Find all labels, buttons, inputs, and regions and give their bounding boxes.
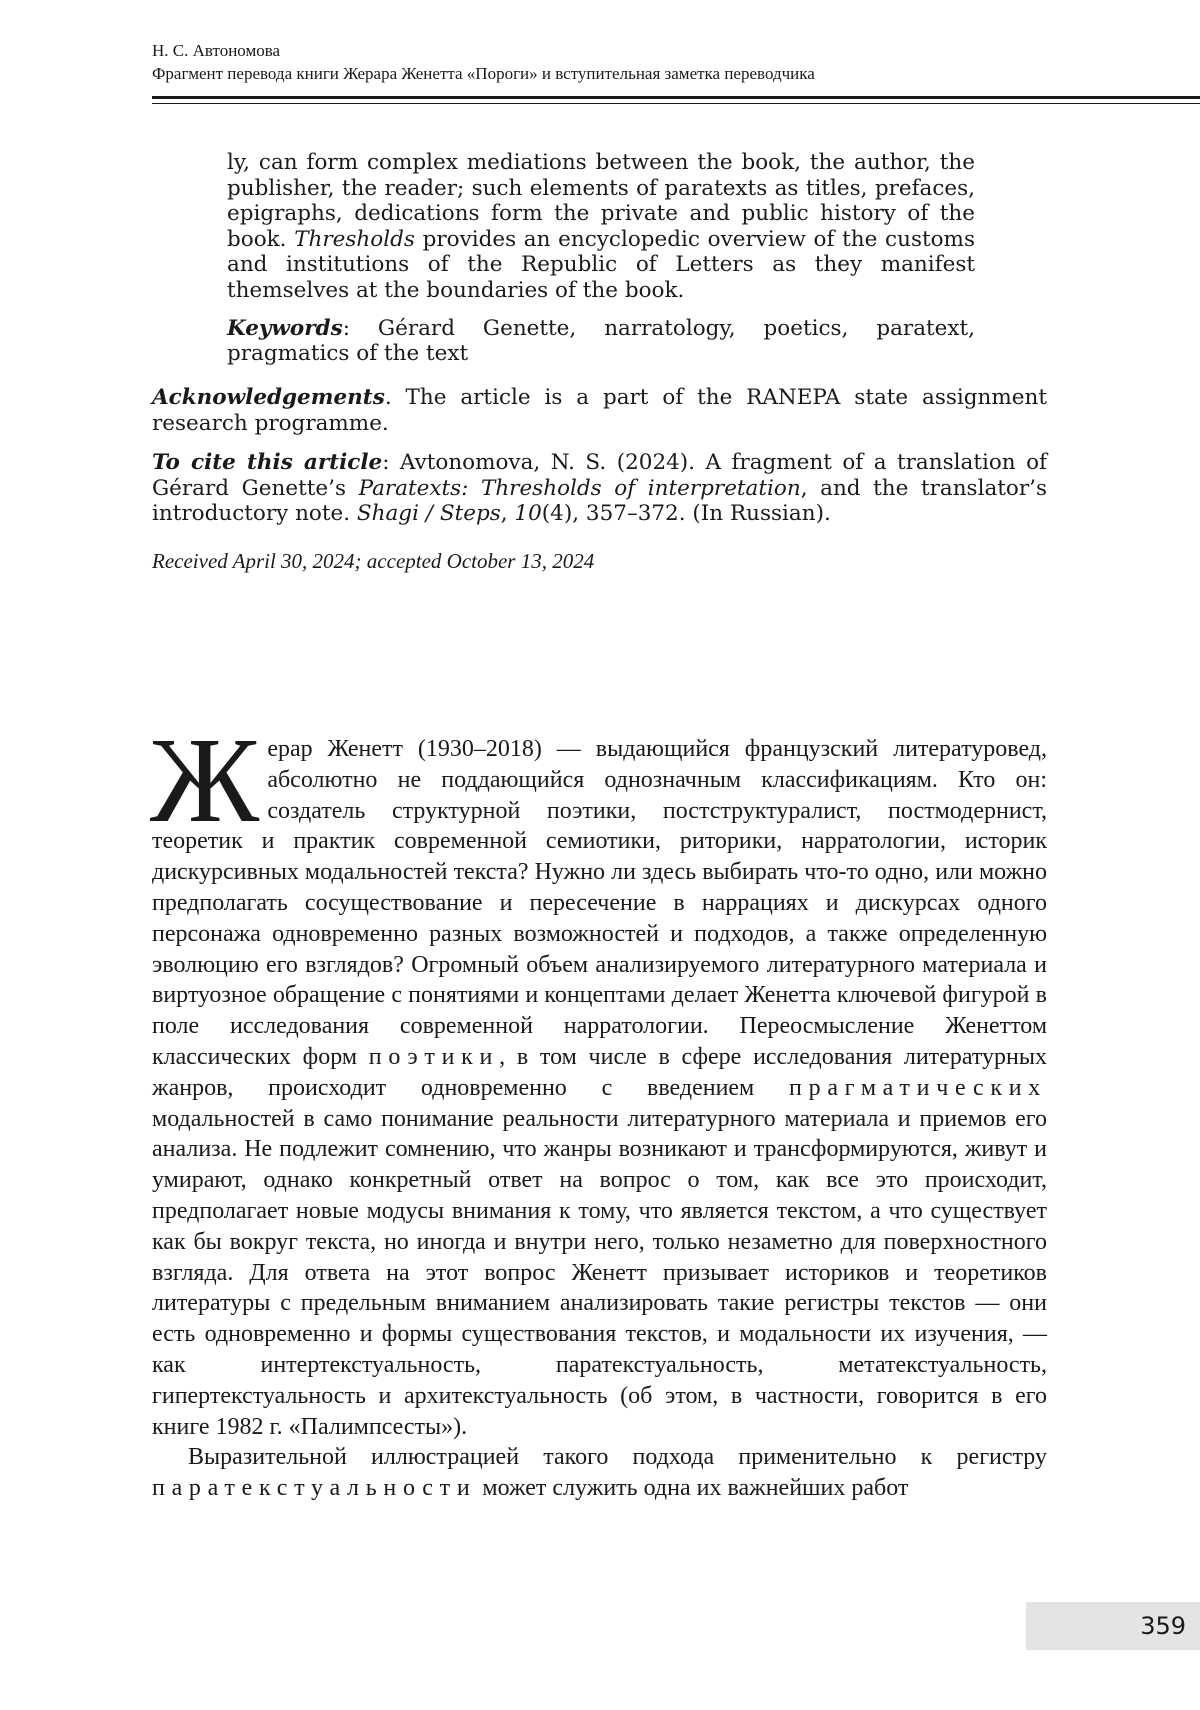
abstract-italic-title: Thresholds [294,227,415,252]
paragraph [152,734,1047,1442]
keywords-list: : Gérard Genette, narratology, poetics, paratext, pragmatics of the text [227,316,975,367]
paragraph-text: Выразительной иллюстрацией такого подхода применительно к регистру [188,1444,1047,1470]
page-number: 359 [1026,1602,1186,1650]
spaced-term: паратекстуальности [152,1475,476,1501]
header-rule-thin [152,103,1200,104]
spaced-term: поэтики [369,1044,499,1070]
keywords-label: Keywords [227,316,343,341]
header-rule-thick [152,96,1200,99]
keywords [227,316,975,367]
acknowledgements-label: Acknowledgements [152,385,385,410]
paragraph-text: ерар Женетт (1930–2018) — выдающийся французский литературовед, абсолютно не поддающийся однозначным классификациям. Кто он: создатель структурной поэтики, постструктуралист, постмодернист, теоретик и практик современной семиотики, риторики, нарратологии, историк дискурсивных модальностей текста? Нужно ли здесь выбирать что-то одно, или можно предполагать сосуществование и пересечение в наррациях и дискурсах одного персонажа одновременно разных возможностей и подходов, а также определенную эволюцию его взглядов? Огромный объем анализируемого литературного материала и виртуозное обращение с понятиями и концептами делает Женетта ключевой фигурой в поле исследования современной нарратологии. Переосмысление Женеттом классических форм [152,736,1047,1070]
citation-label: To cite this article [152,450,382,475]
citation-journal: Shagi / Steps [357,501,501,526]
abstract-text-part: provides an encyclopedic overview of the customs and institutions of the Republic of Letters as they manifest themselves at the boundaries of the book. [227,227,975,303]
header-author: Н. С. Автономова [152,40,1200,62]
citation-separator: , [501,501,515,526]
abstract-text-part: ly, can form complex mediations between the book, the author, the publisher, the reader; such elements of paratexts as titles, prefaces, epigraphs, dedications form the private and public history of the book. [227,150,975,252]
paragraph-text: модальностей в само понимание реальности литературного материала и приемов его анализа. Не подлежит сомнению, что жанры возникают и трансформируются, живут и умирают, однако конкретный ответ на вопрос о том, как все это происходит, предполагает новые модусы внимания к тому, что является текстом, а что существует как бы вокруг текста, но иногда и внутри него, только незаметно для поверхностного взгляда. Для ответа на этот вопрос Женетт призывает историков и теоретиков литературы с предельным вниманием анализировать такие регистры текстов — они есть одновременно и формы существования текстов, и модальности их изучения, — как интертекстуальность, паратекстуальность, метатекстуальность, гипертекстуальность и архитекстуальность (об этом, в частности, говорится в его книге 1982 г. «Палимпсесты»). [152,1106,1047,1440]
citation-issue-pages: (4), 357–372. (In Russian). [542,501,831,526]
citation-volume: 10 [514,501,541,526]
citation-book-title: Paratexts: Thresholds of interpretation [359,476,801,501]
received-dates: Received April 30, 2024; accepted October 13, 2024 [152,549,594,574]
citation-text: , and the translator’s introductory note. [152,476,1047,527]
paragraph [152,1442,1047,1504]
acknowledgements-text: . The article is a part of the RANEPA state assignment research programme. [152,385,1047,436]
acknowledgements [152,385,1047,436]
abstract-text [227,150,975,304]
citation [152,450,1047,527]
page-number-box [1026,1602,1200,1650]
abstract [227,150,975,367]
header-title: Фрагмент перевода книги Жерара Женетта «Пороги» и вступительная заметка переводчика [152,63,1200,85]
paragraph-text: может служить одна их важнейших работ [476,1475,908,1501]
running-header [152,40,1200,85]
paragraph-text: , в том числе в сфере исследования литературных жанров, происходит одновременно с введением [152,1044,1047,1101]
citation-text: : Avtonomova, N. S. (2024). A fragment of a translation of Gérard Genette’s [152,450,1047,501]
main-text [152,734,1047,1504]
spaced-term: прагматических [789,1075,1047,1101]
drop-cap: Ж [150,738,259,824]
